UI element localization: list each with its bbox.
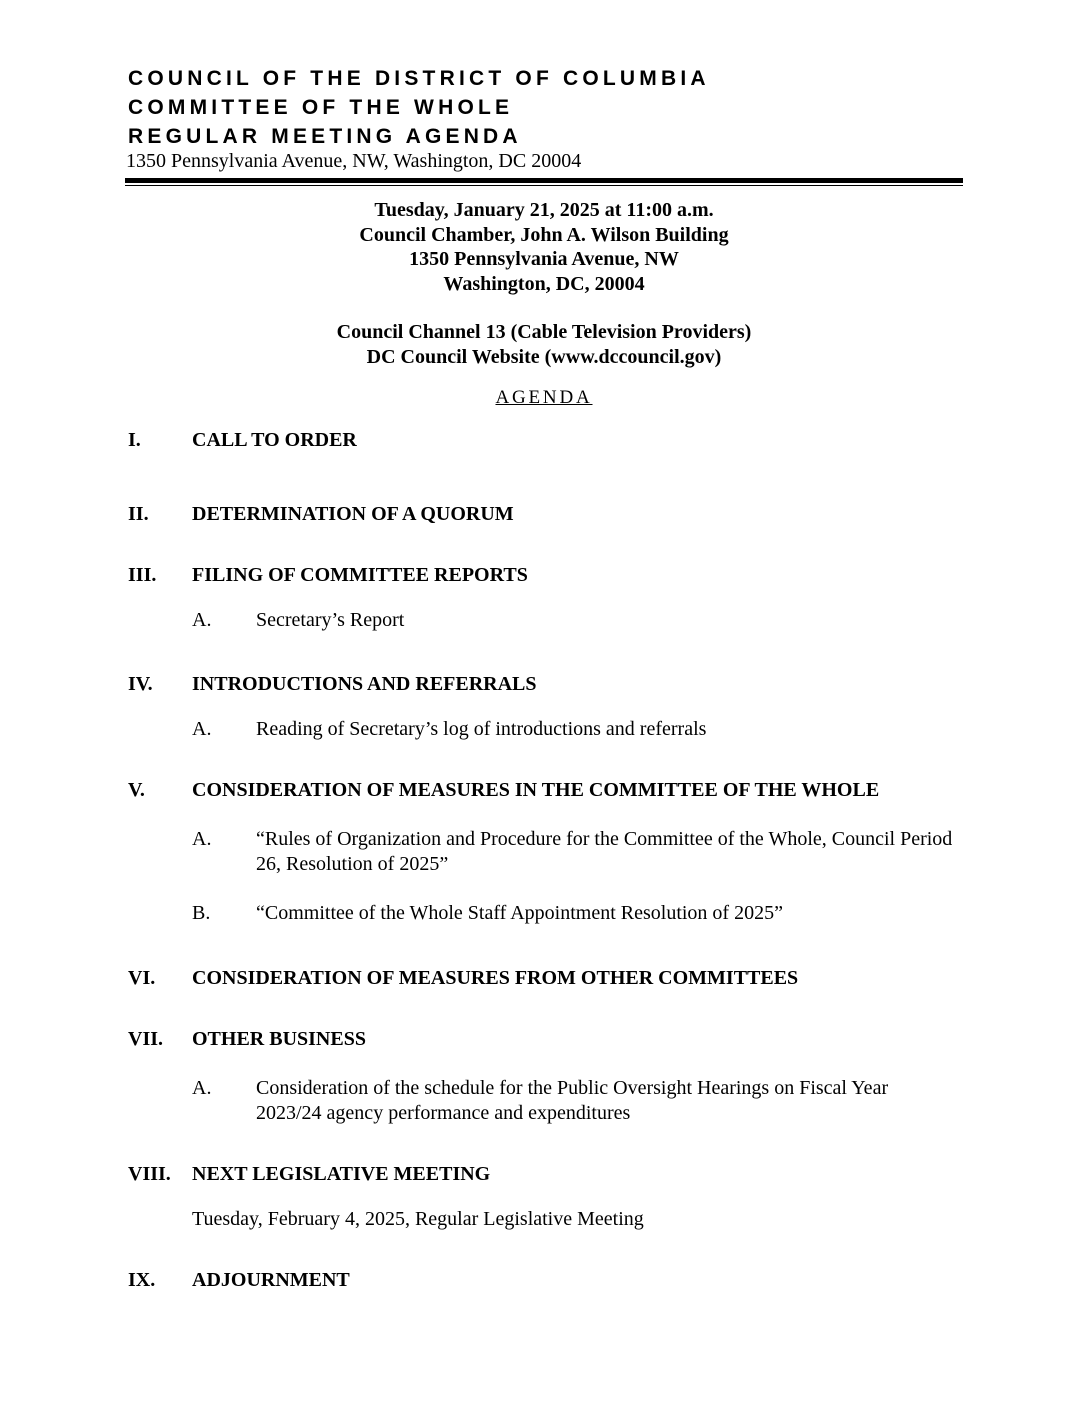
item-letter: A. (192, 609, 212, 631)
section-number: II. (128, 503, 149, 525)
broadcast-website: DC Council Website (www.dccouncil.gov) (366, 345, 722, 368)
next-meeting-text: Tuesday, February 4, 2025, Regular Legislative Meeting (192, 1208, 644, 1230)
agenda-heading-text: AGENDA (495, 387, 593, 408)
meeting-location: Council Chamber, John A. Wilson Building (359, 223, 729, 246)
council-name: COUNCIL OF THE DISTRICT OF COLUMBIA (128, 67, 710, 90)
committee-name: COMMITTEE OF THE WHOLE (128, 96, 514, 119)
broadcast-channel: Council Channel 13 (Cable Television Providers) (336, 321, 752, 343)
section-title-adjournment: ADJOURNMENT (192, 1269, 350, 1291)
meeting-datetime: Tuesday, January 21, 2025 at 11:00 a.m. (374, 199, 714, 221)
section-number: I. (128, 429, 141, 451)
item-letter: A. (192, 718, 212, 740)
section-number: VI. (128, 967, 156, 989)
meeting-city: Washington, DC, 20004 (443, 272, 645, 295)
meeting-street: 1350 Pennsylvania Avenue, NW (409, 248, 679, 270)
section-title-next-meeting: NEXT LEGISLATIVE MEETING (192, 1163, 491, 1185)
header-rule-thin (125, 185, 963, 186)
item-text: Secretary’s Report (256, 609, 405, 631)
agenda-heading (0, 386, 1088, 410)
section-number: IV. (128, 673, 153, 695)
letterhead-address: 1350 Pennsylvania Avenue, NW, Washington, DC 20004 (126, 150, 582, 172)
section-title-quorum: DETERMINATION OF A QUORUM (192, 503, 514, 525)
item-text: Reading of Secretary’s log of introductions and referrals (256, 718, 707, 740)
item-letter: A. (192, 1077, 212, 1099)
item-letter: B. (192, 902, 211, 924)
section-title-call-to-order: CALL TO ORDER (192, 429, 357, 451)
broadcast-info (0, 320, 1088, 369)
section-number: III. (128, 564, 157, 586)
document-type: REGULAR MEETING AGENDA (128, 125, 522, 148)
section-title-introductions: INTRODUCTIONS AND REFERRALS (192, 673, 537, 695)
section-title-other-business: OTHER BUSINESS (192, 1028, 366, 1050)
item-text: Consideration of the schedule for the Public Oversight Hearings on Fiscal Year 2023/24 agency performance and expenditures (256, 1077, 889, 1124)
item-text: “Rules of Organization and Procedure for the Committee of the Whole, Council Period 26, Resolution of 2025” (256, 828, 953, 875)
section-number: IX. (128, 1269, 156, 1291)
section-title-committee-reports: FILING OF COMMITTEE REPORTS (192, 564, 528, 586)
section-number: VIII. (128, 1163, 171, 1185)
meeting-info (0, 198, 1088, 296)
letterhead-title (128, 64, 710, 151)
section-number: V. (128, 779, 145, 801)
item-letter: A. (192, 828, 212, 850)
section-number: VII. (128, 1028, 164, 1050)
section-title-measures-cow: CONSIDERATION OF MEASURES IN THE COMMITTEE OF THE WHOLE (192, 779, 880, 801)
section-title-measures-other: CONSIDERATION OF MEASURES FROM OTHER COMMITTEES (192, 967, 799, 989)
item-text: “Committee of the Whole Staff Appointment Resolution of 2025” (256, 902, 783, 924)
header-rule-thick (125, 178, 963, 183)
